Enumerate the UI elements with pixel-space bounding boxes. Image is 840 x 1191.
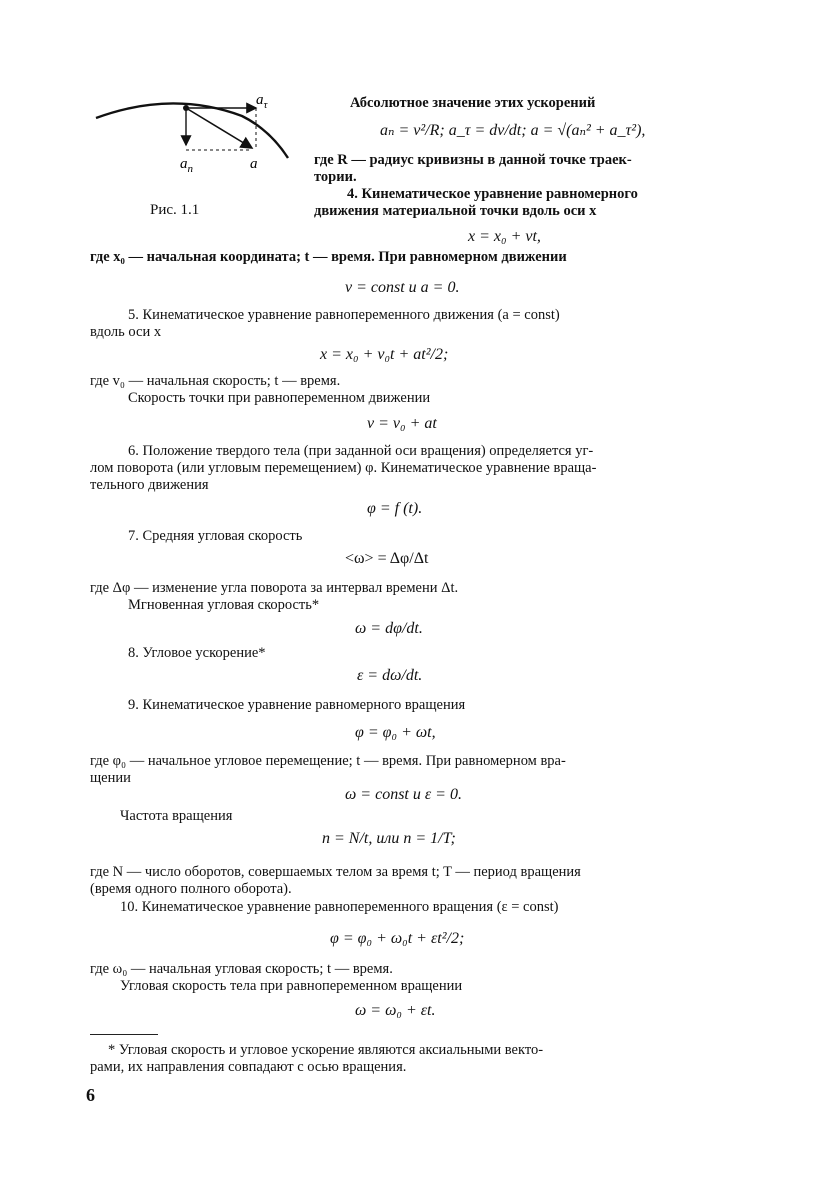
footnote-line: * Угловая скорость и угловое ускорение являются аксиальными векто- <box>108 1042 544 1058</box>
text-line: где ω₀ — начальная угловая скорость; t — время. <box>90 961 393 977</box>
text-line: Частота вращения <box>120 808 233 824</box>
figure-1-1 <box>92 88 302 208</box>
text-line: где N — число оборотов, совершаемых телом за время t; T — период вращения <box>90 864 581 880</box>
text-line: где R — радиус кривизны в данной точке траек- <box>314 152 632 168</box>
formula-rotation-angle: φ = f (t). <box>367 500 423 517</box>
label-a-tau: $a_\tau$ <box>256 92 268 111</box>
section-6-heading: 6. Положение твердого тела (при заданной оси вращения) определяется уг- <box>128 443 594 459</box>
footnote-rule <box>90 1034 158 1035</box>
text-line: тории. <box>314 169 357 185</box>
label-a-n: $a_n$ <box>180 156 193 175</box>
text-line: Мгновенная угловая скорость* <box>128 597 320 613</box>
text-line: Угловая скорость тела при равнопеременном вращении <box>120 978 463 994</box>
formula-uniform-rotation-conditions: ω = const и ε = 0. <box>345 786 462 803</box>
formula-uniform-motion: x = x₀ + vt, <box>468 228 541 245</box>
text-line: движения материальной точки вдоль оси x <box>314 203 597 219</box>
text-line: Скорость точки при равнопеременном движении <box>128 390 431 406</box>
formula-variable-motion: x = x₀ + v₀t + at²/2; <box>320 346 449 363</box>
text-line: вдоль оси x <box>90 324 162 340</box>
formula-angular-acceleration: ε = dω/dt. <box>357 667 423 684</box>
text-line: щении <box>90 770 131 786</box>
section-10-heading: 10. Кинематическое уравнение равнопеременного вращения (ε = const) <box>120 899 559 915</box>
section-7-heading: 7. Средняя угловая скорость <box>128 528 303 544</box>
text-line: где x₀ — начальная координата; t — время. При равномерном движении <box>90 249 567 265</box>
footnote-line: рами, их направления совпадают с осью вращения. <box>90 1059 407 1075</box>
section-8-heading: 8. Угловое ускорение* <box>128 645 266 661</box>
section-4-heading: 4. Кинематическое уравнение равномерного <box>347 186 638 202</box>
text-line: где v₀ — начальная скорость; t — время. <box>90 373 341 389</box>
text-line: тельного движения <box>90 477 209 493</box>
page-number: 6 <box>86 1085 95 1105</box>
text-line: где φ₀ — начальное угловое перемещение; t — время. При равномерном вра- <box>90 753 566 769</box>
text-line: лом поворота (или угловым перемещением) φ. Кинематическое уравнение враща- <box>90 460 597 476</box>
section-5-heading: 5. Кинематическое уравнение равнопеременного движения (a = const) <box>128 307 560 323</box>
formula-uniform-rotation: φ = φ₀ + ωt, <box>355 724 436 741</box>
formula-mean-angular-velocity: <ω> = Δφ/Δt <box>345 550 429 567</box>
formula-velocity: v = v₀ + at <box>367 415 437 432</box>
section-9-heading: 9. Кинематическое уравнение равномерного вращения <box>128 697 466 713</box>
formula-variable-rotation: φ = φ₀ + ω₀t + εt²/2; <box>330 930 465 947</box>
text-line: Абсолютное значение этих ускорений <box>350 95 596 111</box>
formula-uniform-conditions: v = const и a = 0. <box>345 279 460 296</box>
text-line: (время одного полного оборота). <box>90 881 292 897</box>
formula-frequency: n = N/t, или n = 1/T; <box>322 830 456 847</box>
formula-accelerations: aₙ = v²/R; a_τ = dv/dt; a = √(aₙ² + a_τ²), <box>380 122 646 139</box>
total-vector <box>186 108 252 148</box>
formula-angular-velocity: ω = dφ/dt. <box>355 620 423 637</box>
text-line: где Δφ — изменение угла поворота за интервал времени Δt. <box>90 580 459 596</box>
formula-angular-velocity-variable: ω = ω₀ + εt. <box>355 1002 436 1019</box>
figure-caption: Рис. 1.1 <box>150 202 200 218</box>
label-a: a <box>250 156 258 172</box>
